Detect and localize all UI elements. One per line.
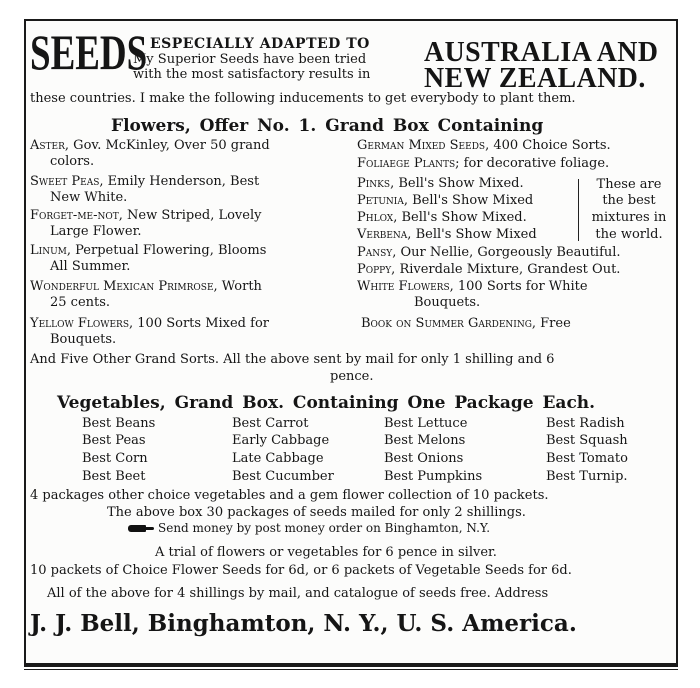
header-line-2: My Superior Seeds have been tried	[133, 52, 367, 67]
veg-turnip: Best Turnip.	[546, 469, 628, 484]
veg-melons: Best Melons	[384, 433, 466, 448]
these-note-3: mixtures in	[591, 210, 667, 225]
country-australia: AUSTRALIA AND	[424, 36, 659, 68]
flower-yellow: Yellow Flowers, 100 Sorts Mixed for	[30, 316, 269, 331]
vegetables-line-1: 4 packages other choice vegetables and a gem flower collection of 10 packets.	[30, 488, 549, 503]
vegetables-line-2: The above box 30 packages of seeds mailed for only 2 shillings.	[107, 505, 526, 520]
veg-peas: Best Peas	[82, 433, 146, 448]
flower-linum: Linum, Perpetual Flowering, Blooms	[30, 243, 267, 258]
flower-foliage-plants: Foliaege Plants; for decorative foliage.	[357, 156, 610, 171]
packets-line: 10 packets of Choice Flower Seeds for 6d, or 6 packets of Vegetable Seeds for 6d.	[30, 563, 572, 578]
flower-verbena: Verbena, Bell's Show Mixed	[357, 227, 537, 242]
book-summer-gardening: Book on Summer Gardening, Free	[361, 316, 571, 331]
vegetables-heading: Vegetables, Grand Box. Containing One Package Each.	[57, 393, 596, 413]
flower-white: White Flowers, 100 Sorts for White	[357, 279, 588, 294]
flower-forget-me-not: Forget-me-not, New Striped, Lovely	[30, 208, 262, 223]
flower-sweet-peas: Sweet Peas, Emily Henderson, Best	[30, 174, 260, 189]
seeds-title: SEEDS	[30, 24, 148, 80]
veg-late-cabbage: Late Cabbage	[232, 451, 324, 466]
footer-address: J. J. Bell, Binghamton, N. Y., U. S. America.	[30, 610, 577, 637]
veg-cucumber: Best Cucumber	[232, 469, 334, 484]
these-note-4: the world.	[595, 227, 663, 242]
flower-petunia: Petunia, Bell's Show Mixed	[357, 193, 534, 208]
header-line-4: these countries. I make the following inducements to get everybody to plant them.	[30, 91, 576, 106]
flower-mexican-primrose: Wonderful Mexican Primrose, Worth	[30, 279, 262, 294]
flower-yellow-cont: Bouquets.	[50, 332, 117, 347]
flower-phlox: Phlox, Bell's Show Mixed.	[357, 210, 527, 225]
veg-lettuce: Best Lettuce	[384, 416, 468, 431]
flower-german-mixed: German Mixed Seeds, 400 Choice Sorts.	[357, 138, 611, 153]
these-note-2: the best	[602, 193, 656, 208]
veg-early-cabbage: Early Cabbage	[232, 433, 330, 448]
bracket-line	[578, 179, 579, 241]
flowers-offer-line-1: And Five Other Grand Sorts. All the above sent by mail for only 1 shilling and 6	[30, 352, 555, 367]
bottom-rule	[24, 665, 678, 670]
flowers-heading: Flowers, Offer No. 1. Grand Box Containing	[111, 116, 544, 136]
flower-pinks: Pinks, Bell's Show Mixed.	[357, 176, 524, 191]
flower-aster-cont: colors.	[50, 154, 95, 169]
veg-beans: Best Beans	[82, 416, 156, 431]
header-line-3: with the most satisfactory results in	[133, 67, 371, 82]
veg-carrot: Best Carrot	[232, 416, 309, 431]
flower-pansy: Pansy, Our Nellie, Gorgeously Beautiful.	[357, 245, 621, 260]
flower-poppy: Poppy, Riverdale Mixture, Grandest Out.	[357, 262, 621, 277]
veg-squash: Best Squash	[546, 433, 628, 448]
veg-corn: Best Corn	[82, 451, 148, 466]
all-above-line: All of the above for 4 shillings by mail, and catalogue of seeds free. Address	[47, 586, 549, 601]
flower-linum-cont: All Summer.	[50, 259, 131, 274]
veg-tomato: Best Tomato	[546, 451, 628, 466]
veg-beet: Best Beet	[82, 469, 146, 484]
veg-onions: Best Onions	[384, 451, 464, 466]
trial-line: A trial of flowers or vegetables for 6 pence in silver.	[155, 545, 497, 560]
flower-aster: Aster, Gov. McKinley, Over 50 grand	[30, 138, 270, 153]
these-note-1: These are	[596, 177, 662, 192]
flower-sweet-peas-cont: New White.	[50, 190, 128, 205]
flowers-offer-line-2: pence.	[330, 369, 374, 384]
flower-mexican-primrose-cont: 25 cents.	[50, 295, 111, 310]
country-new-zealand: NEW ZEALAND.	[424, 62, 646, 94]
pointing-hand-icon	[128, 524, 154, 533]
flower-forget-me-not-cont: Large Flower.	[50, 224, 142, 239]
veg-radish: Best Radish	[546, 416, 625, 431]
flower-white-cont: Bouquets.	[414, 295, 481, 310]
header-line-1: ESPECIALLY ADAPTED TO	[150, 36, 370, 52]
veg-pumpkins: Best Pumpkins	[384, 469, 483, 484]
send-money-line: Send money by post money order on Binghamton, N.Y.	[128, 520, 490, 536]
